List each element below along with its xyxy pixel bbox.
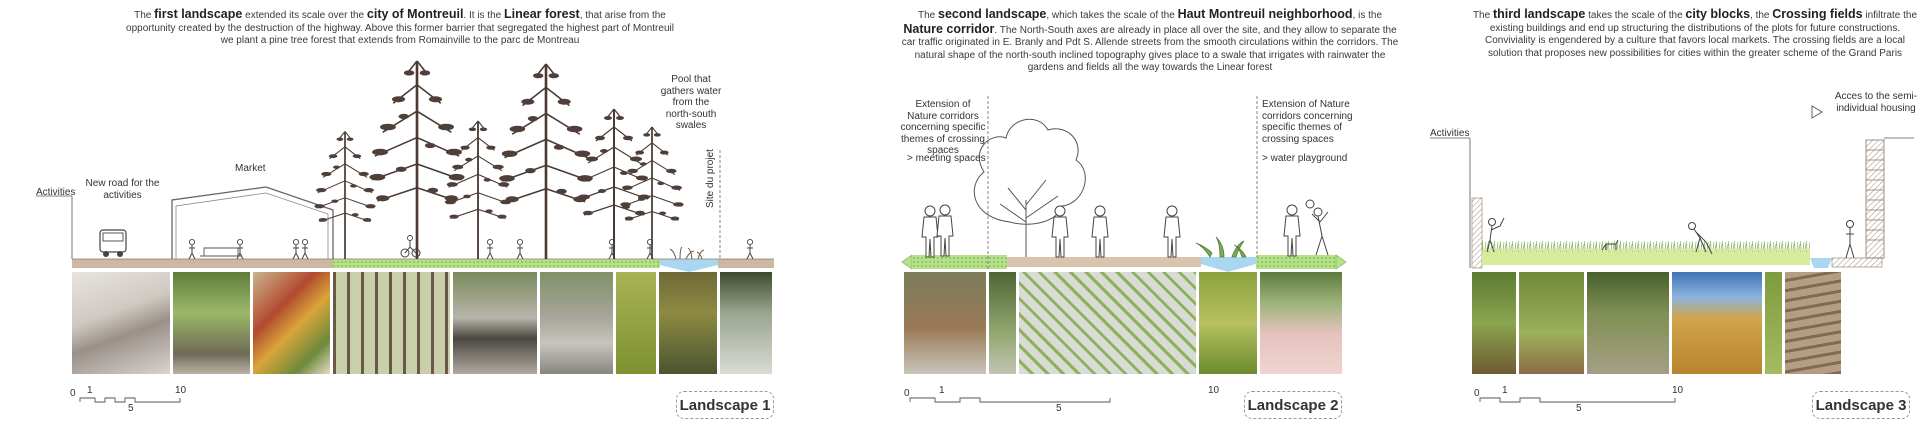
photo-skatepark [540, 272, 613, 374]
scale-zero: 0 [904, 388, 910, 399]
person-icon [1846, 221, 1854, 259]
photo-market-crowd [72, 272, 170, 374]
swale-plants-icon [1196, 237, 1246, 257]
photo-fruit-tree [1519, 272, 1584, 374]
meeting-spaces-label: > meeting spaces [907, 153, 986, 164]
activities-label: Activities [36, 187, 76, 198]
photo-wheat-field [1672, 272, 1762, 374]
left-extension-label: Extension of Nature corridors concerning specific themes of crossing spaces [900, 99, 986, 156]
landscape-1-section [0, 0, 800, 272]
scale-ten: 10 [1208, 385, 1220, 396]
person-icon [487, 239, 493, 259]
person-icon [747, 239, 753, 259]
landscape-1-panel [0, 0, 800, 436]
scale-ten: 10 [1672, 385, 1684, 396]
photo-steps [1785, 272, 1841, 374]
photo-tall-grass [1199, 272, 1257, 374]
ground-strip [72, 259, 334, 268]
landscape-2-intro: The second landscape, which takes the scale of the Haut Montreuil neighborhood, is the Nature corridor. The North-South axes are already in place all over the site, and they allow to separate the car traffic originated in E. Branly and Pdt S. Allende streets from the smooth circulations within the corridors. The natural shape of the north-south inclined topography gives place to a swale that irrigates with rainwater the gardens and fields all the way towards the Linear forest [901, 7, 1399, 73]
person-icon [937, 205, 953, 256]
photo-grass-animal [616, 272, 656, 374]
scale-one: 1 [1502, 385, 1508, 396]
truck-icon [100, 230, 126, 257]
right-extension-label: Extension of Nature corridors concerning specific themes of crossing spaces [1262, 99, 1353, 145]
landscape-1-photo-strip [72, 272, 772, 374]
person-icon [302, 239, 308, 259]
play-arrow-icon [1812, 106, 1822, 118]
reeds-icon [670, 247, 704, 259]
crossing-field-ground [1482, 250, 1810, 265]
person-icon [1284, 205, 1300, 256]
swale-water [1810, 258, 1832, 268]
photo-grass-pavers [1019, 272, 1196, 374]
site-label: Site du projet [705, 149, 716, 208]
person-icon [1164, 206, 1180, 257]
activities-label: Activities [1430, 128, 1470, 139]
scale-five: 5 [1576, 403, 1582, 414]
photo-bench [904, 272, 986, 374]
scale-zero: 0 [70, 388, 76, 399]
pool-water [660, 259, 718, 272]
scale-five: 5 [128, 403, 134, 414]
corridor-path [1007, 257, 1201, 267]
market-hall [172, 187, 333, 259]
landscape-3-tag: Landscape 3 [1812, 391, 1910, 419]
photo-trees [989, 272, 1016, 374]
photo-pine-forest [333, 272, 450, 374]
scale-one: 1 [87, 385, 93, 396]
scale-zero: 0 [1474, 388, 1480, 399]
pine-tree-icon [314, 132, 375, 260]
housing-access-label: Acces to the semi-individual housing [1834, 91, 1918, 114]
photo-market-trees [173, 272, 250, 374]
water-playground-label: > water playground [1262, 153, 1348, 164]
photo-water-play [1260, 272, 1342, 374]
photo-forest-gathering [453, 272, 537, 374]
landscape-1-intro: The first landscape extended its scale over the city of Montreuil. It is the Linear forest, that arise from the opportunity created by the destruction of the highway. Above this former barrier that segregated the highest part of Montreuil we plant a pine tree forest that extends from Romainville to the parc de Montreau [126, 7, 674, 46]
person-icon [293, 239, 299, 259]
photo-produce-stall [253, 272, 330, 374]
market-label: Market [235, 163, 266, 174]
deciduous-tree-icon [974, 119, 1085, 257]
swale-water [1201, 257, 1256, 272]
person-icon [1052, 206, 1068, 257]
landscape-3-photo-strip [1472, 272, 1841, 374]
pine-tree-icon [499, 64, 593, 259]
landscape-2-photo-strip [904, 272, 1342, 374]
person-icon [922, 206, 938, 257]
photo-pool-water [659, 272, 717, 374]
landscape-3-panel [1430, 0, 1920, 436]
person-icon [517, 239, 523, 259]
pine-tree-icon [369, 61, 464, 259]
landscape-3-section [1430, 0, 1920, 272]
pool-label: Pool that gathers water from the north-south swales [660, 74, 722, 131]
person-icon [189, 239, 195, 259]
scale-five: 5 [1056, 403, 1062, 414]
person-icon [1092, 206, 1108, 257]
photo-path [720, 272, 772, 374]
scale-ten: 10 [175, 385, 187, 396]
photo-orchard [1472, 272, 1516, 374]
housing-stairs [1866, 138, 1914, 258]
building-wall [1472, 198, 1482, 268]
landscape-1-tag: Landscape 1 [676, 391, 774, 419]
landscape-3-intro: The third landscape takes the scale of the city blocks, the Crossing fields infiltrate the existing buildings and end up structuring the distributions of the plots for future constructions. Conviviality is engendered by a culture that favors local markets. The crossing fields are a local solution that proposes new possibilities for cities within the greater scheme of the Grand Paris [1472, 7, 1918, 59]
scale-one: 1 [939, 385, 945, 396]
photo-gardeners [1587, 272, 1669, 374]
landscape-2-tag: Landscape 2 [1244, 391, 1342, 419]
pine-tree-icon [445, 121, 511, 259]
photo-grass-strip [1765, 272, 1782, 374]
new-road-label: New road for the activities [85, 178, 160, 201]
landscape-2-panel [880, 0, 1400, 436]
child-with-ball-icon [1306, 200, 1328, 255]
